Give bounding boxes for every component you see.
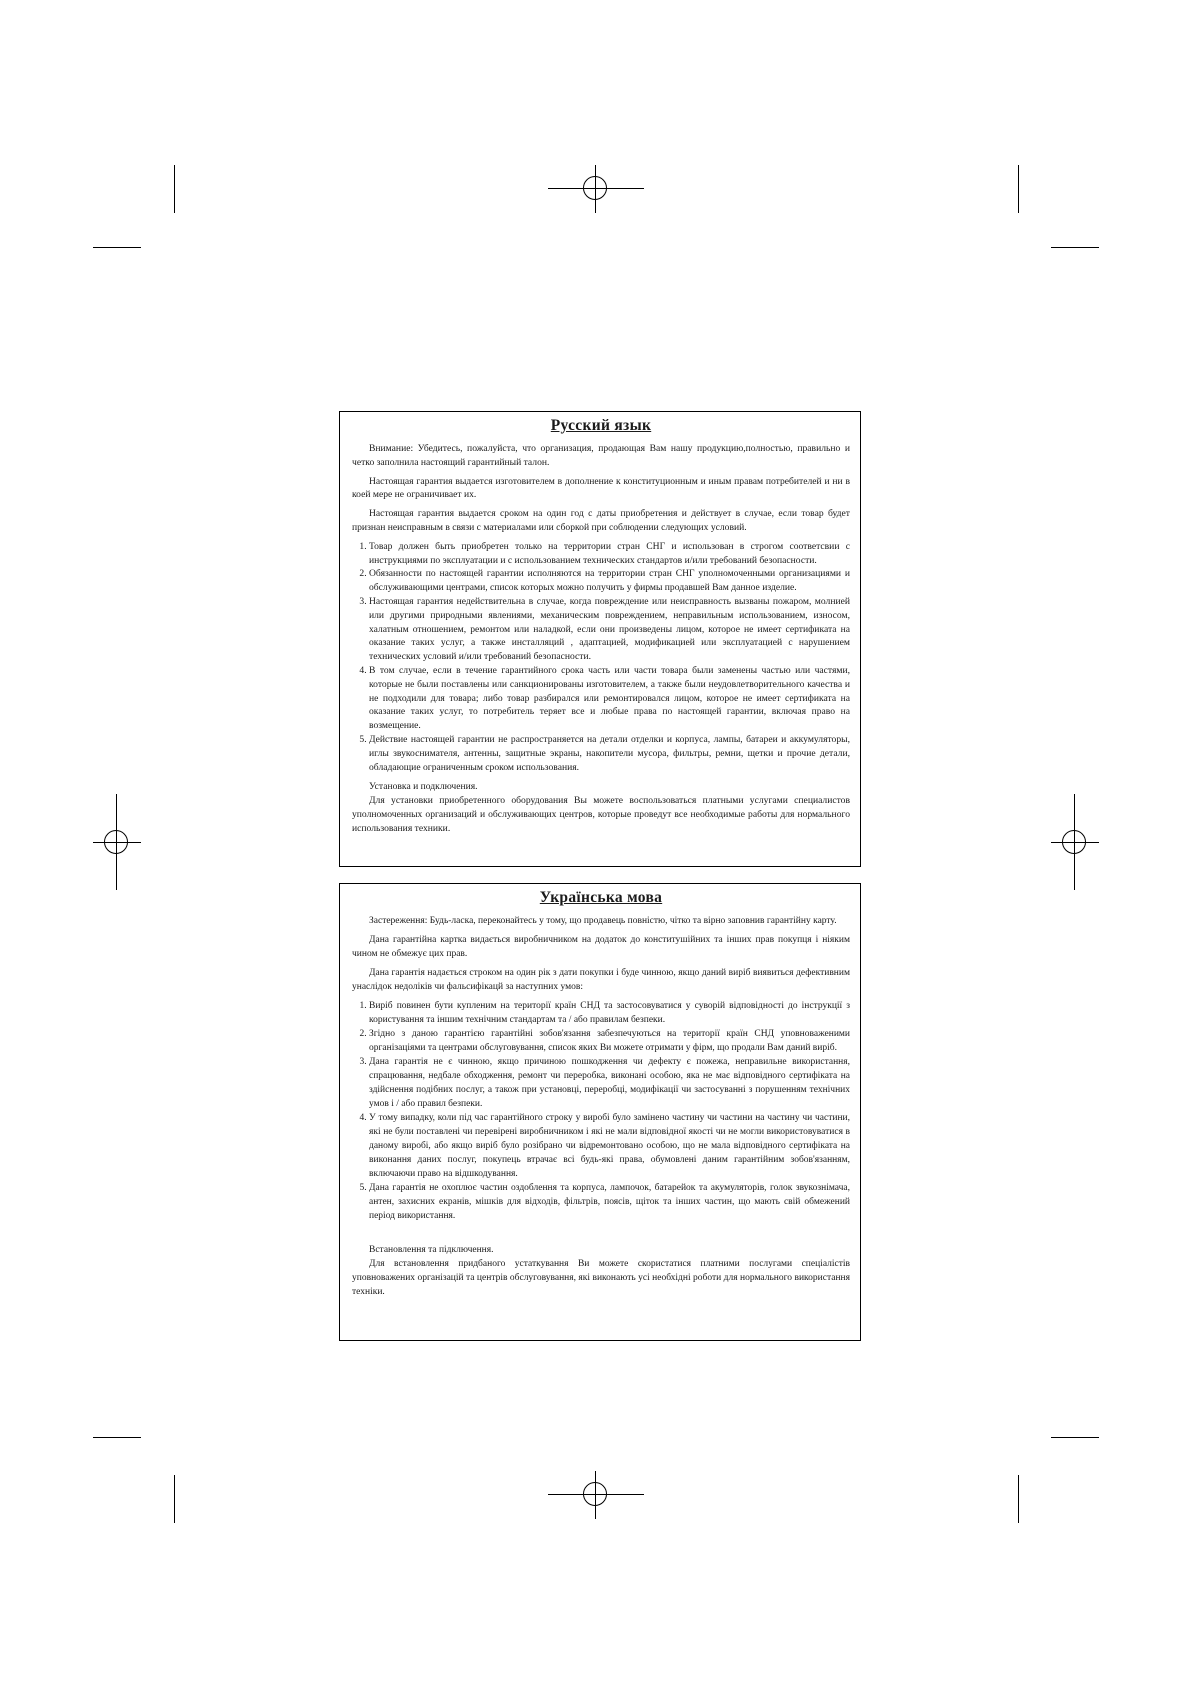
russian-install-text: Для установки приобретенного оборудования Вы можете воспользоваться платными услугами специалистов уполномоченных организаций и обслуживающих центров, которые проведут все необходимые работы для нормального использования техники. [352, 795, 850, 834]
russian-paragraph: Настоящая гарантия выдается сроком на один год с даты приобретения и действует в случае, если товар будет признан неисправным в связи с материалами или сборкой при соблюдении следующих условий. [352, 508, 850, 533]
ukrainian-paragraph: Дана гарантія надається строком на один рік з дати покупки і буде чинною, якщо даний виріб виявиться дефективним унаслідок недоліків чи фальсифікацй за наступних умов: [352, 968, 850, 992]
ukrainian-condition-item: 4. У тому випадку, коли під час гарантійного строку у виробі було замінено частину чи частини на частину чи частини, які не були поставлені чи перевірені виробничником і які не мали відповідної якості чи не могли використовуватися в даному виробі, або якщо виріб було розібрано чи відремонтовано особою, що не мала відповідного сертифіката на виконання даних послуг, покупець втрачає всі будь-які права, обумовлені даним гарантійним зобов'язанням, включаючи право на відшкодування. [369, 1111, 850, 1181]
crop-mark-bottom-left-horizontal [93, 1437, 141, 1438]
crop-mark-top-left-horizontal [93, 247, 141, 248]
crop-mark-bottom-right-horizontal [1051, 1437, 1099, 1438]
crop-mark-top-left-vertical [174, 165, 175, 213]
crop-mark-top-right-vertical [1018, 165, 1019, 213]
registration-bottom-circle [583, 1482, 607, 1506]
ukrainian-condition-item: 3. Дана гарантія не є чинною, якщо причиною пошкодження чи дефекту є пожежа, неправильне використання, спрацювання, недбале обходження, ремонт чи переробка, виконані особою, яка не має відповідного сертифіката на здійснення подібних послуг, а також при установці, переробці, модифікації чи застосуванні з порушенням технічних умов і / або правил безпеки. [369, 1055, 850, 1111]
ukrainian-paragraph: Застереження: Будь-ласка, переконайтесь у тому, що продавець повністю, чітко та вірно заповнив гарантійну карту. [369, 916, 837, 926]
russian-warranty-section [339, 411, 861, 867]
russian-conditions-list [352, 540, 850, 775]
russian-paragraph: Внимание: Убедитесь, пожалуйста, что организация, продающая Вам нашу продукцию,полностью, правильно и четко заполнила настоящий гарантийный талон. [352, 443, 850, 468]
registration-top-circle [583, 176, 607, 200]
russian-condition-item: 5. Действие настоящей гарантии не распространяется на детали отделки и корпуса, лампы, батареи и аккумуляторы, иглы звукоснимателя, антенны, защитные экраны, накопители мусора, фильтры, ремни, щетки и прочие детали, обладающие ограниченным сроком использования. [369, 733, 850, 774]
russian-install-title: Установка и подключения. [369, 781, 478, 793]
russian-heading: Русский язык [550, 417, 652, 434]
ukrainian-condition-item: 1. Виріб повинен бути купленим на території країн СНД та застосовуватися у суворій відповідності до інструкції з користування та іншим технічним стандартам та / або правилам безпеки. [369, 999, 850, 1027]
ukrainian-condition-item: 2. Згідно з даною гарантією гарантійні зобов'язання забезпечуються на території країн СНД уповноваженими організаціями та центрами обслуговування, список яких Ви можете отримати у фірм, що продали Вам даний виріб. [369, 1027, 850, 1055]
crop-mark-bottom-left-vertical [174, 1475, 175, 1523]
russian-condition-item: 2. Обязанности по настоящей гарантии исполняются на территории стран СНГ уполномоченными организациями и обслуживающими центрами, список которых можно получить у фирмы продавшей Вам данное изделие. [369, 567, 850, 595]
spacer [352, 1229, 850, 1243]
crop-mark-top-right-horizontal [1051, 247, 1099, 248]
registration-left-circle [104, 830, 128, 854]
registration-right-circle [1062, 830, 1086, 854]
russian-condition-item: 4. В том случае, если в течение гарантийного срока часть или части товара были заменены частью или частями, которые не были поставлены или санкционированы изготовителем, а также были неудовлетворительного качества и не подходили для товара; либо товар разбирался или ремонтировался лицом, которое не имеет сертификата на оказание таких услуг, то потребитель теряет все и любые права по настоящей гарантии, включая право на возмещение. [369, 664, 850, 733]
ukrainian-install-text: Для встановлення придбаного устаткування Ви можете скористатися платними послугами спеціалістів уповноважених організацій та центрів обслуговування, які виконають усі необхідні роботи для нормального використання техніки. [352, 1259, 850, 1297]
ukrainian-heading: Українська мова [539, 889, 663, 906]
ukrainian-conditions-list [352, 999, 850, 1223]
ukrainian-condition-item: 5. Дана гарантія не охоплює частин оздоблення та корпуса, лампочок, батарейок та акумуляторів, голок звукознімача, антен, захисних екранів, мішків для відходів, фільтрів, поясів, щіток та інших частин, що мають свій обмежений період використання. [369, 1181, 850, 1223]
ukrainian-install-title: Встановлення та підключення. [369, 1245, 494, 1255]
ukrainian-paragraph: Дана гарантійна картка видається виробничником на додаток до конститушійних та інших прав покупця і ніяким чином не обмежує цих прав. [352, 935, 850, 959]
russian-condition-item: 3. Настоящая гарантия недействительна в случае, когда повреждение или неисправность вызваны пожаром, молнией или другими природными явлениями, механическим повреждением, неправильным использованием, износом, халатным отношением, ремонтом или наладкой, если они произведены лицом, которое не имеет сертификата на оказание таких услуг, а также инсталляций , адаптацией, модификацией или эксплуатацией с нарушением технических условий и/или требований безопасности. [369, 595, 850, 664]
russian-paragraph: Настоящая гарантия выдается изготовителем в дополнение к конституционным и иным правам потребителей и ни в коей мере не ограничивает их. [352, 475, 850, 501]
crop-mark-bottom-right-vertical [1018, 1475, 1019, 1523]
ukrainian-warranty-section [339, 883, 861, 1341]
russian-condition-item: 1. Товар должен быть приобретен только на территории стран СНГ и использован в строгом соответсвии с инструкциями по эксплуатации и с использованием технических стандартов и/или требований безопасности. [369, 540, 850, 568]
